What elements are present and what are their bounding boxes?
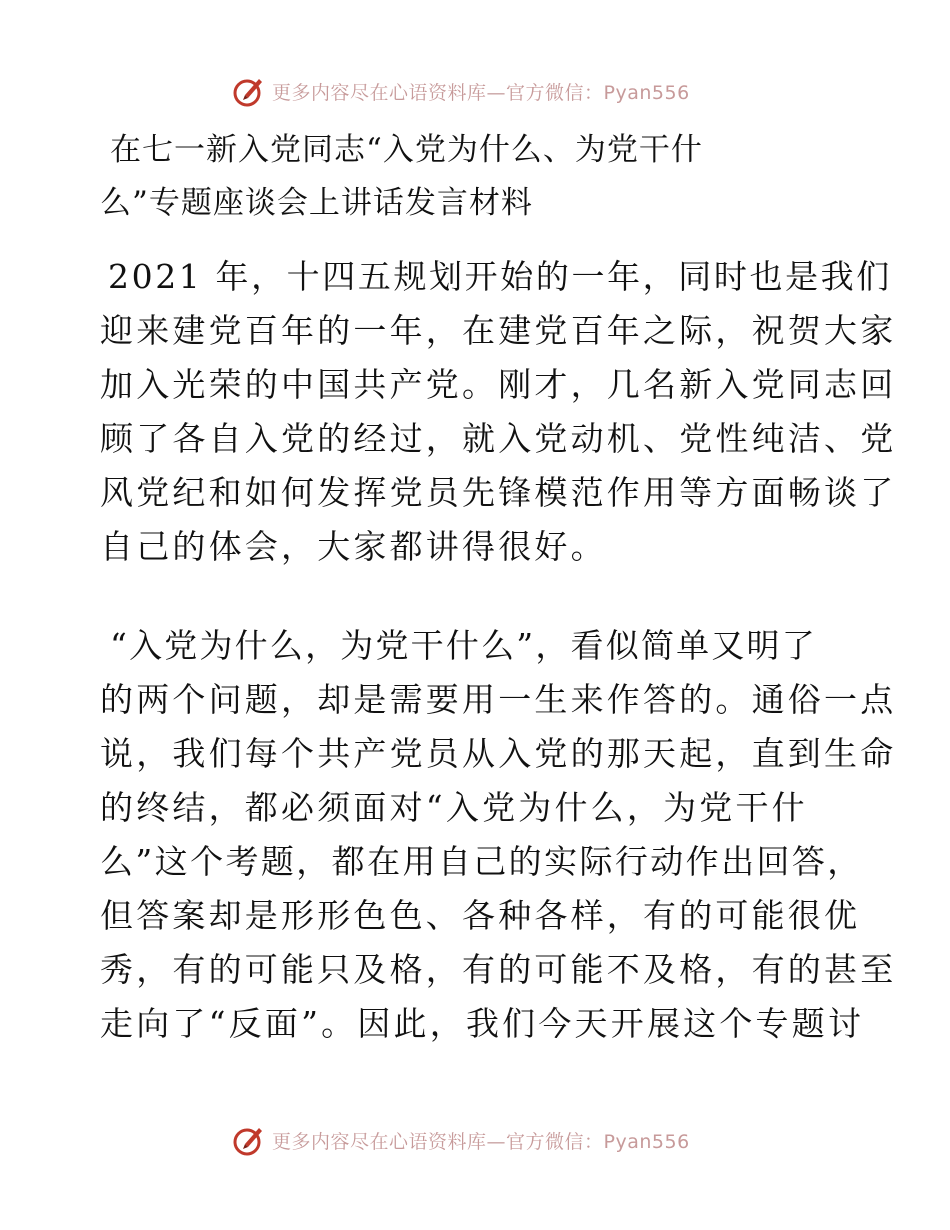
paragraph-2 (100, 619, 897, 1051)
watermark-wechat-id: Pyan556 (603, 1130, 690, 1153)
watermark-wechat-label: 官方微信： (506, 81, 604, 104)
title-line-1: 在七一新入党同志“入党为什么、为党干什 (110, 132, 703, 168)
watermark-separator: — (486, 1130, 507, 1153)
paragraph-line: 2021 年，十四五规划开始的一年，同时也是我们 (108, 257, 892, 296)
watermark-text (272, 1127, 690, 1154)
watermark-site: 更多内容尽在心语资料库 (272, 81, 487, 104)
paragraph-line: 走向了“反面”。因此，我们今天开展这个专题讨 (100, 1004, 865, 1043)
watermark-separator: — (486, 81, 507, 104)
footer-watermark (232, 1120, 690, 1160)
title-line-2: 么”专题座谈会上讲话发言材料 (100, 185, 533, 221)
header-watermark (232, 71, 690, 111)
watermark-site: 更多内容尽在心语资料库 (272, 1130, 487, 1153)
pen-logo-icon (232, 1123, 266, 1157)
paragraph-line: 加入光荣的中国共产党。刚才，几名新入党同志回 (100, 365, 897, 404)
paragraph-line: 说，我们每个共产党员从入党的那天起，直到生命 (100, 734, 897, 773)
paragraph-line: “入党为什么，为党干什么”，看似简单又明了 (110, 626, 817, 665)
watermark-wechat-id: Pyan556 (603, 81, 690, 104)
paragraph-line: 风党纪和如何发挥党员先锋模范作用等方面畅谈了 (100, 473, 897, 512)
paragraph-line: 的终结，都必须面对“入党为什么，为党干什 (100, 788, 808, 827)
pen-logo-icon (232, 74, 266, 108)
paragraph-line: 自己的体会，大家都讲得很好。 (100, 527, 607, 566)
paragraph-line: 秀，有的可能只及格，有的可能不及格，有的甚至 (100, 950, 897, 989)
paragraph-1 (100, 250, 897, 574)
paragraph-line: 么”这个考题，都在用自己的实际行动作出回答， (100, 842, 863, 881)
paragraph-line: 的两个问题，却是需要用一生来作答的。通俗一点 (100, 680, 897, 719)
document-title (100, 124, 860, 230)
paragraph-line: 顾了各自入党的经过，就入党动机、党性纯洁、党 (100, 419, 897, 458)
paragraph-line: 迎来建党百年的一年，在建党百年之际，祝贺大家 (100, 311, 897, 350)
watermark-text (272, 78, 690, 105)
watermark-wechat-label: 官方微信： (506, 1130, 604, 1153)
paragraph-line: 但答案却是形形色色、各种各样，有的可能很优 (100, 896, 861, 935)
